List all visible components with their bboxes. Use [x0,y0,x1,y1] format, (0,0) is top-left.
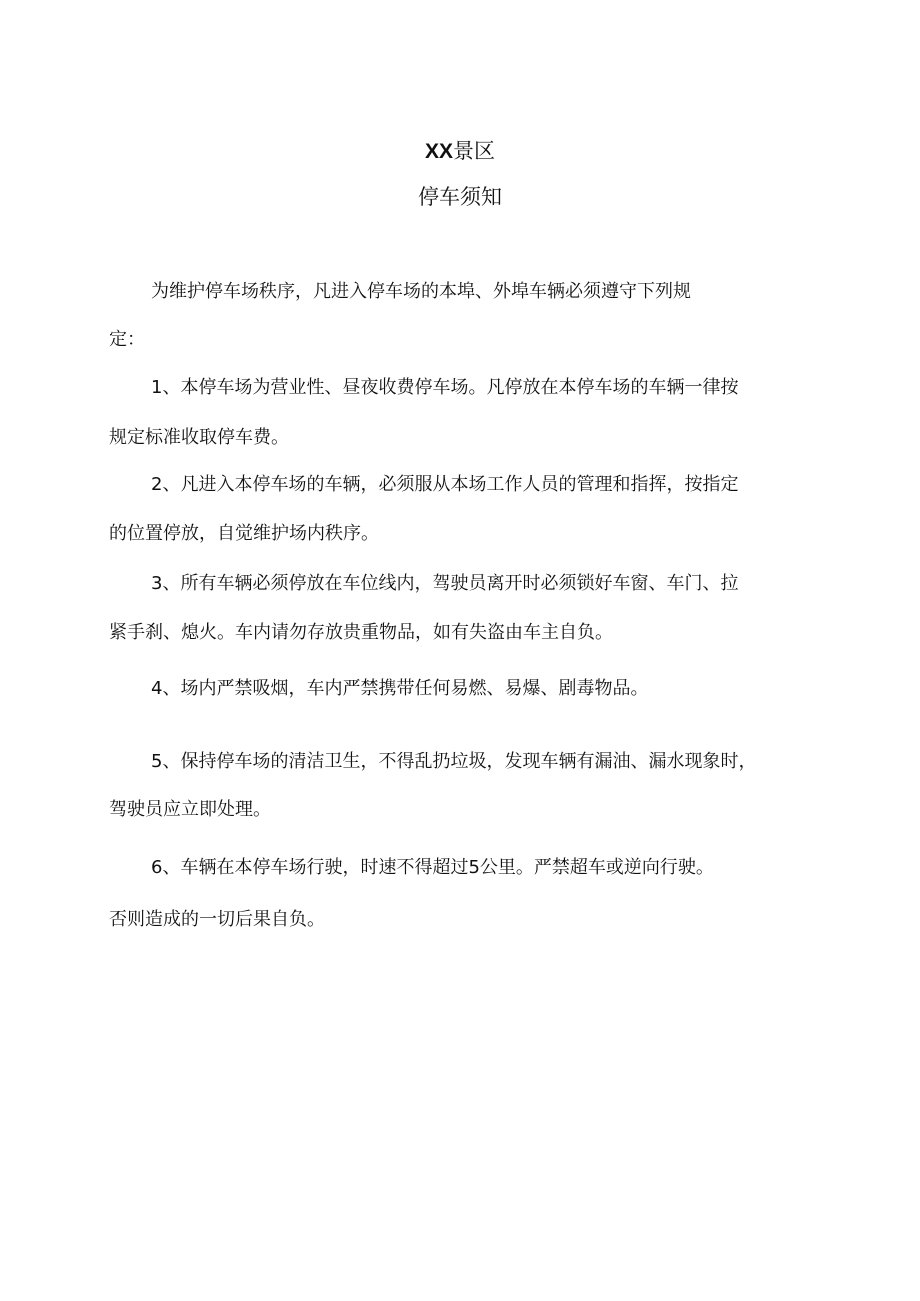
rule-3-line-1: 3、所有车辆必须停放在车位线内，驾驶员离开时必须锁好车窗、车门、拉 [151,573,739,594]
title-prefix: XX [424,140,453,163]
document-title [0,136,920,167]
document-subtitle: 停车须知 [418,185,502,209]
rule-2-line-2: 的位置停放，自觉维护场内秩序。 [109,523,379,544]
rule-1-line-2: 规定标准收取停车费。 [109,427,289,448]
rule-1-line-1: 1、本停车场为营业性、昼夜收费停车场。凡停放在本停车场的车辆一律按 [151,377,739,398]
rule-5-line-1: 5、保持停车场的清洁卫生，不得乱扔垃圾，发现车辆有漏油、漏水现象时， [151,751,757,772]
intro-line-1: 为维护停车场秩序，凡进入停车场的本埠、外埠车辆必须遵守下列规 [151,281,691,302]
rule-2-line-1: 2、凡进入本停车场的车辆，必须服从本场工作人员的管理和指挥，按指定 [151,474,739,495]
rule-4-line-1: 4、场内严禁吸烟，车内严禁携带任何易燃、易爆、剧毒物品。 [151,678,649,699]
intro-line-2: 定： [109,329,145,350]
closing-statement: 否则造成的一切后果自负。 [109,909,325,930]
rule-3-line-2: 紧手刹、熄火。车内请勿存放贵重物品，如有失盗由车主自负。 [109,622,613,643]
title-suffix: 景区 [453,139,495,163]
rule-5-line-2: 驾驶员应立即处理。 [109,799,271,820]
rule-6-line-1: 6、车辆在本停车场行驶，时速不得超过5公里。严禁超车或逆向行驶。 [151,857,714,878]
